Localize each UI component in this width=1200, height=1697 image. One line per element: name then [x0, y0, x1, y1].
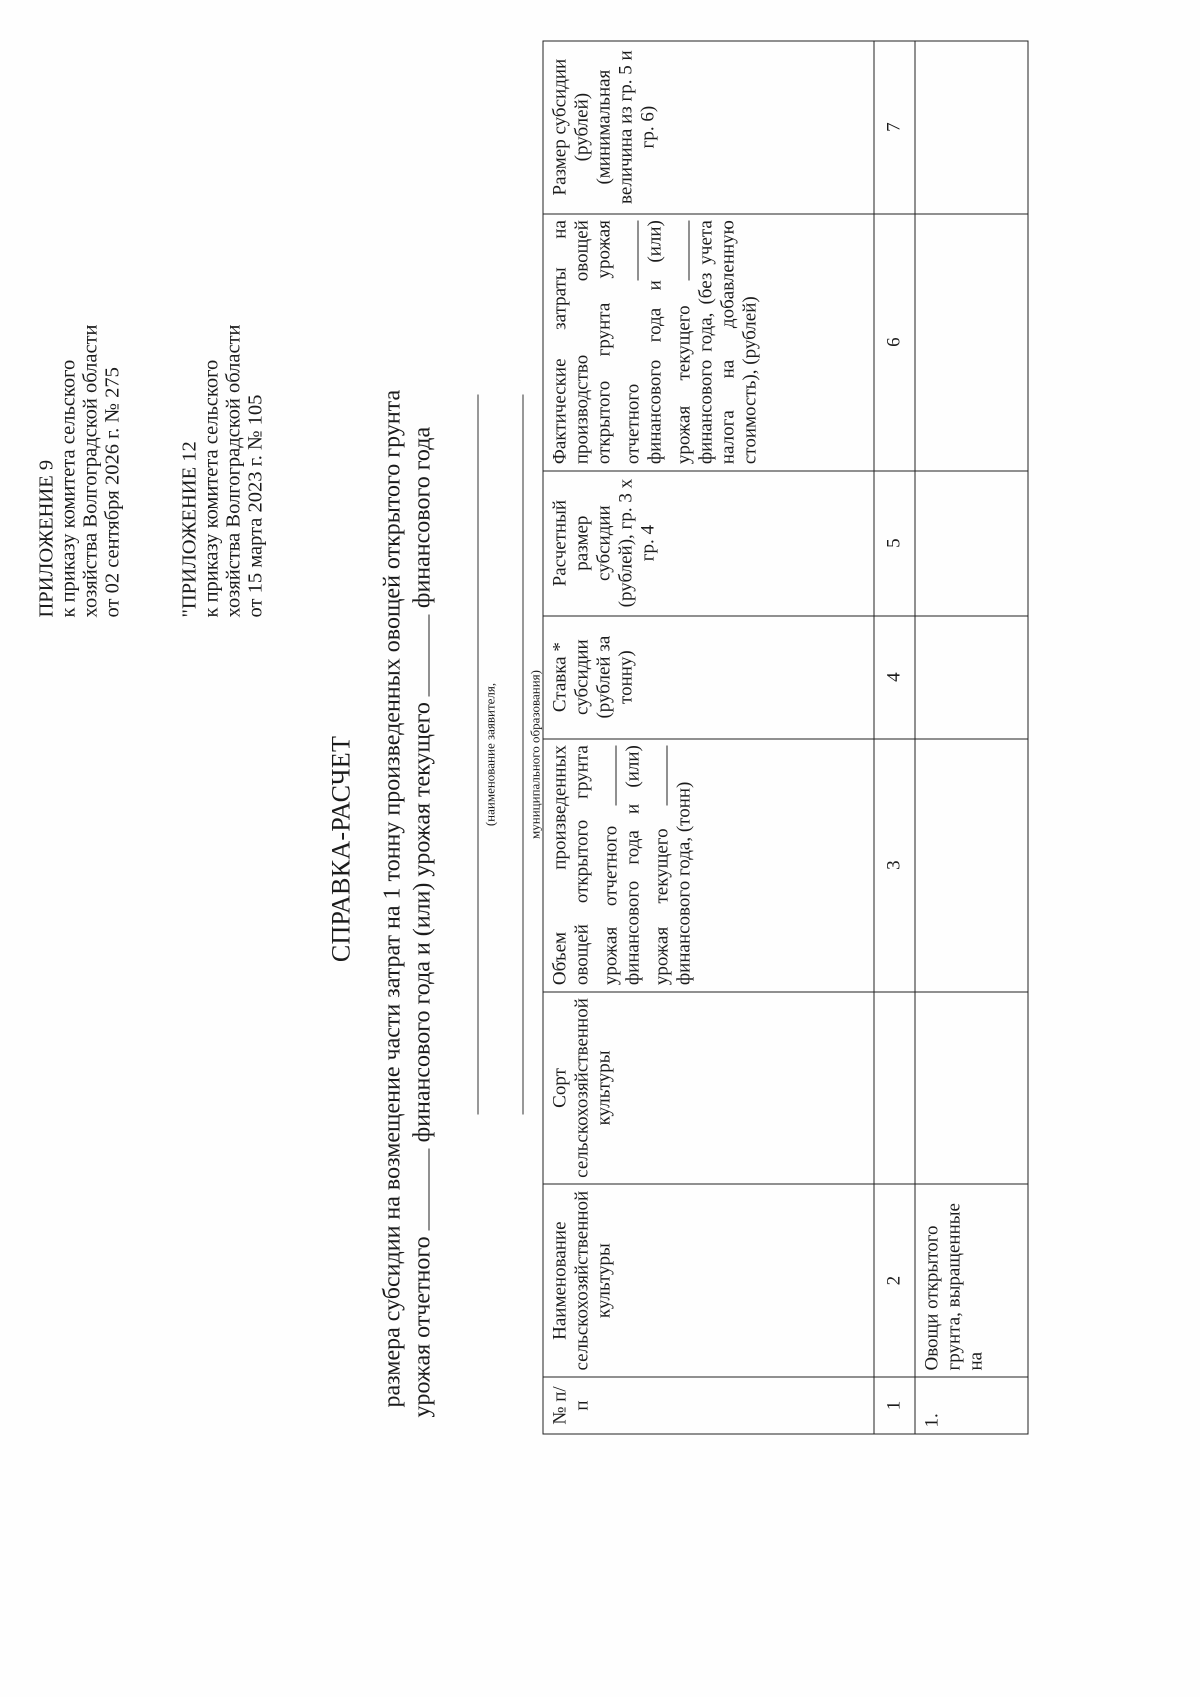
year-blank	[406, 1148, 429, 1230]
subtitle-fragment: финансового года и (или) урожая текущего	[409, 701, 435, 1142]
document-subtitle	[378, 347, 436, 1447]
column-header: Размер субсидии (рублей) (минимальная величина из гр. 5 и гр. 6)	[543, 40, 874, 213]
municipality-line	[522, 394, 523, 1114]
column-number-cell: 1	[874, 1377, 915, 1434]
column-header: Сорт сельскохозяйственной культуры	[543, 991, 874, 1184]
column-number-row	[874, 40, 915, 1433]
column-header: Объем произведенных овощей открытого грунта урожая отчетного финансового года и (или) урожая текущего финансового года, (тонн)	[543, 738, 874, 991]
subtitle-fragment: финансового года	[409, 426, 435, 608]
applicant-name-line	[477, 394, 478, 1114]
column-header: Расчетный размер субсидии (рублей), гр. 3 х гр. 4	[543, 470, 874, 615]
column-header: Наименование сельскохозяйственной культуры	[543, 1184, 874, 1377]
table-cell	[915, 991, 1028, 1184]
annex-previous-header	[178, 324, 266, 617]
year-blank	[593, 745, 616, 805]
subsidy-calculation-table	[542, 40, 1028, 1434]
table-cell: 1.	[915, 1377, 1028, 1434]
document-title: СПРАВКА-РАСЧЕТ	[326, 735, 355, 962]
annex-title: "ПРИЛОЖЕНИЕ 12	[178, 440, 200, 617]
annex-title: ПРИЛОЖЕНИЕ 9	[35, 459, 57, 617]
annex-line: хозяйства Волгоградской области	[79, 323, 101, 617]
year-blank	[666, 220, 689, 280]
column-header: Ставка * субсидии (рублей за тонну)	[543, 615, 874, 738]
annex-line: хозяйства Волгоградской области	[222, 323, 244, 617]
municipality-caption: муниципального образования)	[527, 669, 542, 839]
annex-line: к приказу комитета сельского	[57, 359, 79, 617]
table-cell	[915, 40, 1028, 213]
column-number-cell: 4	[874, 615, 915, 738]
column-number-cell	[874, 991, 915, 1184]
year-blank	[644, 745, 667, 805]
subtitle-line-1: размера субсидии на возмещение части затрат на 1 тонну произведенных овощей открытого грунта	[379, 389, 405, 1407]
year-blank	[615, 220, 638, 280]
column-number-cell: 6	[874, 213, 915, 470]
table-cell	[915, 615, 1028, 738]
column-number-cell: 2	[874, 1184, 915, 1377]
table-cell	[915, 213, 1028, 470]
column-header: Фактические затраты на производство овощей открытого грунта урожая отчетного финансового года и (или) урожая текущего финансового года, (без учета налога на добавленную стоимость), (рублей)	[543, 213, 874, 470]
column-number-cell: 5	[874, 470, 915, 615]
year-blank	[406, 614, 429, 696]
column-header: № п/п	[543, 1377, 874, 1434]
annex-line: к приказу комитета сельского	[200, 359, 222, 617]
annex-line: от 02 сентября 2026 г. № 275	[101, 366, 123, 617]
subtitle-line-2	[406, 347, 436, 1447]
applicant-caption: (наименование заявителя,	[482, 682, 497, 826]
table-cell: Овощи открытого грунта, выращенные на	[915, 1184, 1028, 1377]
annex-current-header	[35, 324, 123, 617]
table-cell	[915, 738, 1028, 991]
annex-line: от 15 марта 2023 г. № 105	[244, 394, 266, 617]
column-number-cell: 3	[874, 738, 915, 991]
table-header-row	[543, 40, 874, 1433]
table-cell	[915, 470, 1028, 615]
column-number-cell: 7	[874, 40, 915, 213]
table-row	[915, 40, 1028, 1433]
subtitle-fragment: урожая отчетного	[409, 1235, 435, 1417]
